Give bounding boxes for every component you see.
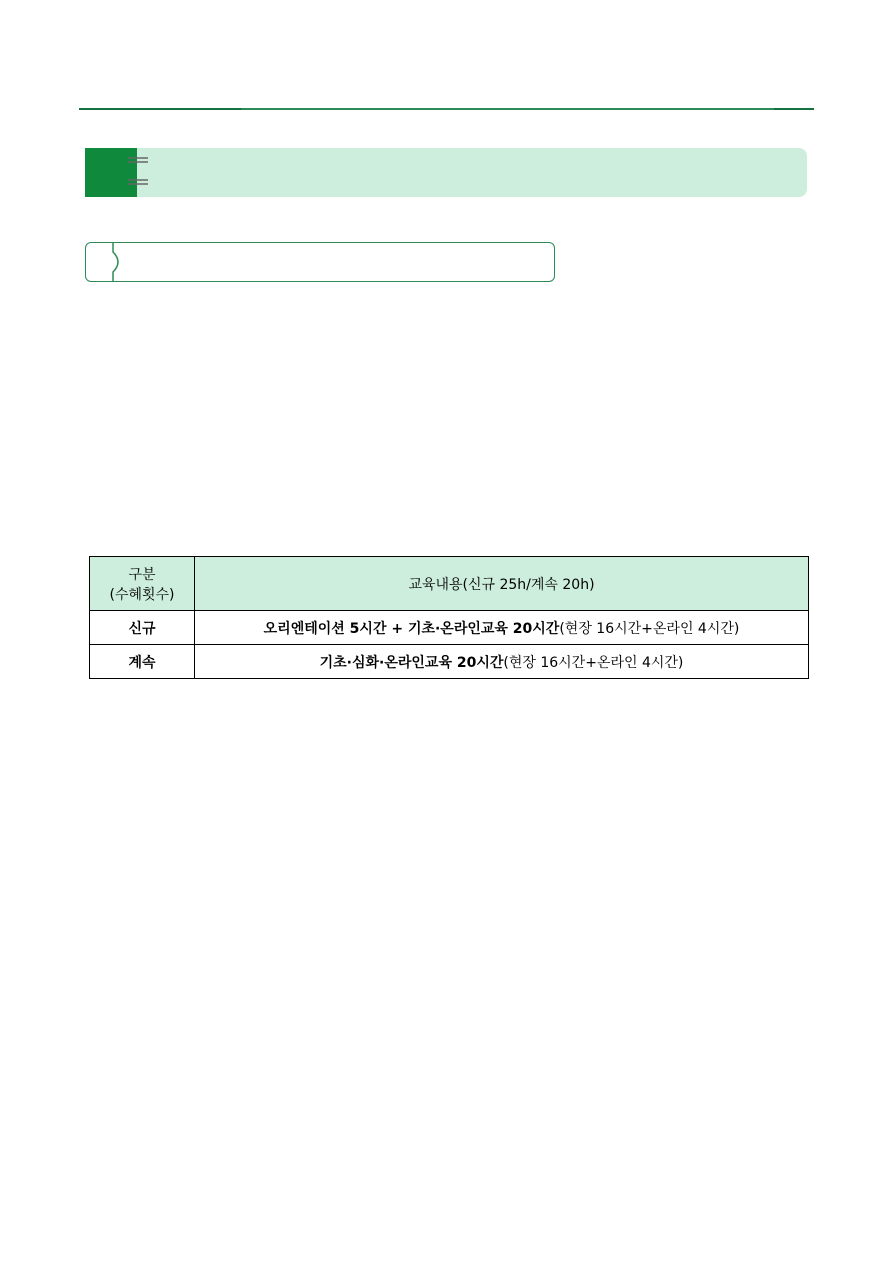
row-content-detail: (현장 16시간+온라인 4시간) (559, 620, 740, 637)
row-category: 계속 (90, 645, 195, 679)
row-content-main: 오리엔테이션 5시간 + 기초·온라인교육 20시간 (263, 620, 560, 637)
header-rule-accent-right (774, 108, 814, 110)
row-category: 신규 (90, 611, 195, 645)
row-content-main: 기초·심화·온라인교육 20시간 (319, 654, 504, 671)
binder-ring-icon (128, 156, 150, 164)
row-content (195, 611, 809, 645)
chevron-right-icon (85, 242, 125, 282)
education-table (89, 556, 809, 679)
binder-ring-icon (128, 178, 150, 186)
table-row (90, 645, 809, 679)
header-rule-accent-left (79, 108, 241, 110)
table-row (90, 611, 809, 645)
section-banner (85, 148, 807, 197)
header-category-cell (90, 557, 195, 611)
table-header-row (90, 557, 809, 611)
header-content-cell: 교육내용(신규 25h/계속 20h) (195, 557, 809, 611)
sub-heading-box (85, 242, 555, 282)
header-category-label: 구분 (128, 566, 156, 583)
row-content (195, 645, 809, 679)
header-category-sublabel: (수혜횟수) (109, 586, 175, 603)
row-content-detail: (현장 16시간+온라인 4시간) (503, 654, 684, 671)
